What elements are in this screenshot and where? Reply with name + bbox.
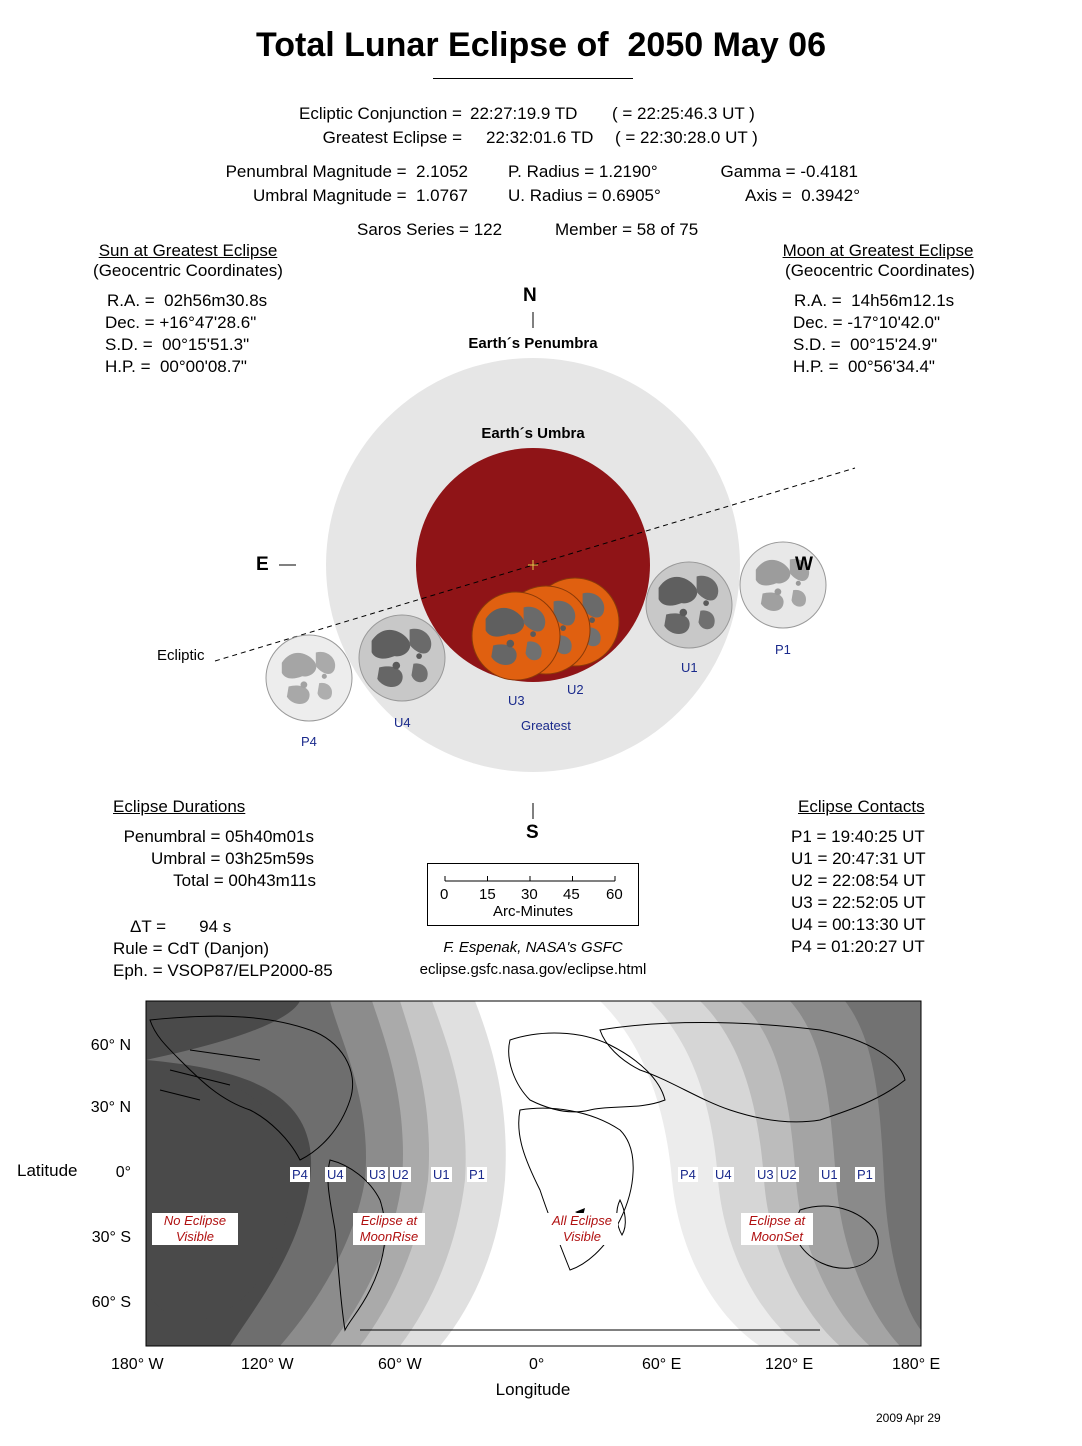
scale-tick-45: 45 xyxy=(563,886,580,903)
lat-tick-30n: 30° N xyxy=(90,1099,131,1116)
map-east-u3: U3 xyxy=(757,1167,774,1182)
moon-title: Moon at Greatest Eclipse xyxy=(782,241,974,260)
u-radius: U. Radius = 0.6905° xyxy=(508,186,661,205)
sun-ra: R.A. = 02h56m30.8s xyxy=(107,291,268,310)
duration-umbral: Umbral = 03h25m59s xyxy=(150,849,314,868)
north-label: N xyxy=(523,285,537,306)
map-west-u4: U4 xyxy=(327,1167,344,1182)
lon-tick-120e: 120° E xyxy=(765,1356,814,1373)
lon-tick-60w: 60° W xyxy=(378,1356,422,1373)
map-west-u1: U1 xyxy=(433,1167,450,1182)
contact-p4: P4 = 01:20:27 UT xyxy=(791,937,925,956)
greatest-ut: ( = 22:30:28.0 UT ) xyxy=(615,128,758,147)
all-visible-label: All Eclipse Visible xyxy=(546,1213,618,1245)
page-title: Total Lunar Eclipse of 2050 May 06 xyxy=(255,26,826,64)
saros-member: Member = 58 of 75 xyxy=(555,220,699,239)
map-west-p1: P1 xyxy=(469,1167,485,1182)
lat-tick-30s: 30° S xyxy=(91,1229,131,1246)
lon-tick-180e: 180° E xyxy=(892,1356,941,1373)
gamma: Gamma = -0.4181 xyxy=(720,162,858,181)
durations-title: Eclipse Durations xyxy=(113,797,246,816)
u2-label: U2 xyxy=(567,682,584,697)
contact-u1: U1 = 20:47:31 UT xyxy=(791,849,926,868)
moon-sd: S.D. = 00°15'24.9" xyxy=(793,335,938,354)
latitude-title: Latitude xyxy=(17,1161,78,1180)
scale-tick-60: 60 xyxy=(606,886,623,903)
delta-t: ΔT = 94 s xyxy=(130,917,232,936)
saros-series: Saros Series = 122 xyxy=(357,220,503,239)
penumbra-label: Earth´s Penumbra xyxy=(468,335,598,352)
moonrise-label: Eclipse at MoonRise xyxy=(353,1213,425,1245)
sun-hp: H.P. = 00°00'08.7" xyxy=(105,357,247,376)
conjunction-ut: ( = 22:25:46.3 UT ) xyxy=(612,104,755,123)
map-west-u2: U2 xyxy=(392,1167,409,1182)
map-east-u2: U2 xyxy=(780,1167,797,1182)
greatest-label: Greatest Eclipse = xyxy=(322,128,462,147)
axis: Axis = 0.3942° xyxy=(744,186,860,205)
ephemeris: Eph. = VSOP87/ELP2000-85 xyxy=(113,961,333,980)
scale-tick-30: 30 xyxy=(521,886,538,903)
map-west-p4: P4 xyxy=(292,1167,308,1182)
conjunction-td: 22:27:19.9 TD xyxy=(470,104,578,123)
contacts-title: Eclipse Contacts xyxy=(798,797,925,816)
lat-tick-60n: 60° N xyxy=(90,1037,131,1054)
map-east-p1: P1 xyxy=(857,1167,873,1182)
footer-date: 2009 Apr 29 xyxy=(876,1411,941,1425)
credit-url[interactable]: eclipse.gsfc.nasa.gov/eclipse.html xyxy=(419,961,647,978)
scale-label: Arc-Minutes xyxy=(492,903,574,920)
lat-tick-60s: 60° S xyxy=(91,1294,131,1311)
no-eclipse-label: No Eclipse Visible xyxy=(152,1213,238,1245)
duration-penumbral: Penumbral = 05h40m01s xyxy=(123,827,314,846)
map-east-p4: P4 xyxy=(680,1167,696,1182)
contact-p1: P1 = 19:40:25 UT xyxy=(791,827,925,846)
credit-author: F. Espenak, NASA's GSFC xyxy=(443,939,623,956)
moon-hp: H.P. = 00°56'34.4" xyxy=(793,357,935,376)
conjunction-label: Ecliptic Conjunction = xyxy=(298,104,462,123)
moonset-label: Eclipse at MoonSet xyxy=(741,1213,813,1245)
u1-label: U1 xyxy=(681,660,698,675)
map-east-u1: U1 xyxy=(821,1167,838,1182)
contact-u4: U4 = 00:13:30 UT xyxy=(791,915,926,934)
p4-label: P4 xyxy=(301,734,317,749)
west-label: W xyxy=(795,554,813,575)
p-radius: P. Radius = 1.2190° xyxy=(508,162,658,181)
penumbral-magnitude: Penumbral Magnitude = 2.1052 xyxy=(225,162,468,181)
umbra-label: Earth´s Umbra xyxy=(481,425,585,442)
contact-u2: U2 = 22:08:54 UT xyxy=(791,871,926,890)
map-west-u3: U3 xyxy=(369,1167,386,1182)
ecliptic-label: Ecliptic xyxy=(157,647,205,664)
contact-u3: U3 = 22:52:05 UT xyxy=(791,893,926,912)
sun-subtitle: (Geocentric Coordinates) xyxy=(93,261,283,280)
moon-dec: Dec. = -17°10'42.0" xyxy=(793,313,940,332)
lon-tick-180w: 180° W xyxy=(111,1356,164,1373)
lon-tick-0: 0° xyxy=(529,1356,545,1373)
rule: Rule = CdT (Danjon) xyxy=(113,939,270,958)
lon-tick-120w: 120° W xyxy=(241,1356,294,1373)
u4-label: U4 xyxy=(394,715,411,730)
sun-title: Sun at Greatest Eclipse xyxy=(98,241,278,260)
duration-total: Total = 00h43m11s xyxy=(173,871,316,890)
u3-label: U3 xyxy=(508,693,525,708)
scale-tick-0: 0 xyxy=(440,886,449,903)
moon-subtitle: (Geocentric Coordinates) xyxy=(785,261,975,280)
greatest-label-diagram: Greatest xyxy=(521,718,571,733)
scale-tick-15: 15 xyxy=(479,886,496,903)
umbral-magnitude: Umbral Magnitude = 1.0767 xyxy=(253,186,468,205)
lon-tick-60e: 60° E xyxy=(642,1356,682,1373)
east-label: E xyxy=(256,554,269,575)
lat-tick-0: 0° xyxy=(115,1164,131,1181)
moon-ra: R.A. = 14h56m12.1s xyxy=(794,291,955,310)
sun-sd: S.D. = 00°15'51.3" xyxy=(105,335,250,354)
sun-dec: Dec. = +16°47'28.6" xyxy=(105,313,257,332)
south-label: S xyxy=(526,822,539,843)
greatest-td: 22:32:01.6 TD xyxy=(486,128,594,147)
longitude-title: Longitude xyxy=(495,1380,571,1399)
p1-label: P1 xyxy=(775,642,791,657)
map-east-u4: U4 xyxy=(715,1167,732,1182)
